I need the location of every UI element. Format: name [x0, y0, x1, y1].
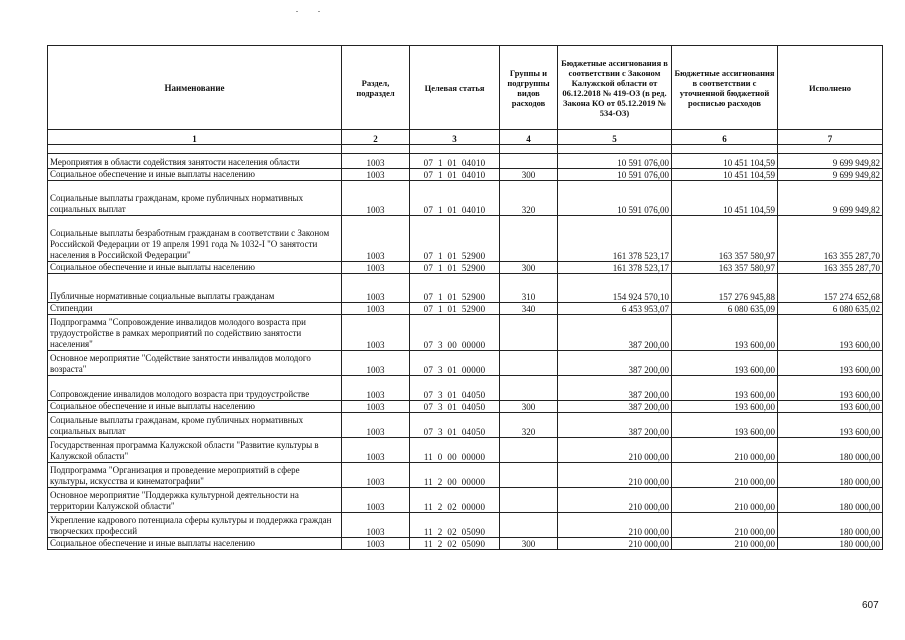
table-row: [48, 262, 883, 274]
row-law-allocation: 387 200,00: [558, 401, 672, 413]
header-updated-allocation: Бюджетные ассигнования в соответствии с уточненной бюджетной росписью расходов: [672, 46, 778, 130]
row-target-article: 11 2 02 00000: [410, 488, 500, 513]
row-target-article: 07 3 01 04050: [410, 376, 500, 401]
table-row: [48, 513, 883, 538]
row-target-article: 11 2 00 00000: [410, 463, 500, 488]
row-law-allocation: 210 000,00: [558, 488, 672, 513]
row-updated-allocation: 210 000,00: [672, 463, 778, 488]
scan-speck: [296, 11, 298, 12]
row-expense-group: [500, 488, 558, 513]
budget-execution-table: [47, 45, 883, 550]
row-updated-allocation: 210 000,00: [672, 513, 778, 538]
row-expense-group: [500, 376, 558, 401]
row-name: Подпрограмма "Организация и проведение мероприятий в сфере культуры, искусства и кинематографии": [48, 463, 342, 488]
row-name: Социальные выплаты гражданам, кроме публичных нормативных социальных выплат: [48, 181, 342, 216]
row-updated-allocation: 163 357 580,97: [672, 216, 778, 262]
row-law-allocation: 210 000,00: [558, 538, 672, 550]
row-expense-group: [500, 216, 558, 262]
header-target-article: Целевая статья: [410, 46, 500, 130]
row-name: Социальные выплаты безработным гражданам в соответствии с Законом Российской Федерации от 19 апреля 1991 года № 1032-I "О занятости населения в Российской Федерации": [48, 216, 342, 262]
row-executed: 193 600,00: [778, 401, 883, 413]
row-name: Укрепление кадрового потенциала сферы культуры и поддержка граждан творческих профессий: [48, 513, 342, 538]
row-target-article: 07 3 01 04050: [410, 401, 500, 413]
row-section: 1003: [342, 513, 410, 538]
row-law-allocation: 154 924 570,10: [558, 274, 672, 303]
table-body: [48, 154, 883, 550]
row-executed: 163 355 287,70: [778, 216, 883, 262]
row-section: 1003: [342, 154, 410, 169]
table-row: [48, 216, 883, 262]
table-row: [48, 488, 883, 513]
row-executed: 180 000,00: [778, 438, 883, 463]
page-number: 607: [862, 600, 879, 611]
row-updated-allocation: 157 276 945,88: [672, 274, 778, 303]
row-section: 1003: [342, 274, 410, 303]
row-law-allocation: 210 000,00: [558, 438, 672, 463]
row-law-allocation: 161 378 523,17: [558, 216, 672, 262]
row-section: 1003: [342, 181, 410, 216]
row-executed: 180 000,00: [778, 538, 883, 550]
row-expense-group: 340: [500, 303, 558, 315]
row-target-article: 07 1 01 52900: [410, 274, 500, 303]
row-target-article: 07 3 01 00000: [410, 351, 500, 376]
row-executed: 180 000,00: [778, 513, 883, 538]
row-expense-group: [500, 154, 558, 169]
row-expense-group: 310: [500, 274, 558, 303]
row-expense-group: [500, 463, 558, 488]
row-name: Подпрограмма "Сопровождение инвалидов молодого возраста при трудоустройстве в рамках мероприятий по содействию занятости населения": [48, 315, 342, 351]
row-executed: 6 080 635,02: [778, 303, 883, 315]
header-section: Раздел, подраздел: [342, 46, 410, 130]
row-expense-group: [500, 351, 558, 376]
row-updated-allocation: 193 600,00: [672, 351, 778, 376]
row-section: 1003: [342, 216, 410, 262]
row-target-article: 07 1 01 52900: [410, 303, 500, 315]
table-row: [48, 274, 883, 303]
row-name: Социальное обеспечение и иные выплаты населению: [48, 169, 342, 181]
row-executed: 193 600,00: [778, 413, 883, 438]
row-law-allocation: 210 000,00: [558, 463, 672, 488]
row-updated-allocation: 10 451 104,59: [672, 181, 778, 216]
row-name: Социальные выплаты гражданам, кроме публичных нормативных социальных выплат: [48, 413, 342, 438]
row-executed: 9 699 949,82: [778, 181, 883, 216]
row-expense-group: 300: [500, 262, 558, 274]
row-section: 1003: [342, 401, 410, 413]
column-number: 2: [342, 130, 410, 145]
spacer-row: [48, 145, 883, 154]
row-expense-group: 320: [500, 181, 558, 216]
row-executed: 157 274 652,68: [778, 274, 883, 303]
row-section: 1003: [342, 538, 410, 550]
table-row: [48, 463, 883, 488]
row-name: Стипендии: [48, 303, 342, 315]
table-row: [48, 303, 883, 315]
row-target-article: 11 2 02 05090: [410, 538, 500, 550]
row-updated-allocation: 10 451 104,59: [672, 169, 778, 181]
row-section: 1003: [342, 488, 410, 513]
table-row: [48, 154, 883, 169]
row-updated-allocation: 193 600,00: [672, 401, 778, 413]
row-law-allocation: 387 200,00: [558, 315, 672, 351]
row-updated-allocation: 10 451 104,59: [672, 154, 778, 169]
scan-speck: [318, 11, 320, 12]
table-row: [48, 401, 883, 413]
row-name: Социальное обеспечение и иные выплаты населению: [48, 401, 342, 413]
row-law-allocation: 10 591 076,00: [558, 169, 672, 181]
row-updated-allocation: 193 600,00: [672, 413, 778, 438]
row-target-article: 07 1 01 04010: [410, 181, 500, 216]
row-name: Публичные нормативные социальные выплаты гражданам: [48, 274, 342, 303]
row-section: 1003: [342, 303, 410, 315]
row-target-article: 11 2 02 05090: [410, 513, 500, 538]
row-expense-group: [500, 438, 558, 463]
row-executed: 193 600,00: [778, 351, 883, 376]
row-name: Государственная программа Калужской области "Развитие культуры в Калужской области": [48, 438, 342, 463]
row-expense-group: 320: [500, 413, 558, 438]
row-expense-group: 300: [500, 538, 558, 550]
row-section: 1003: [342, 169, 410, 181]
row-name: Сопровождение инвалидов молодого возраста при трудоустройстве: [48, 376, 342, 401]
row-updated-allocation: 210 000,00: [672, 488, 778, 513]
table-row: [48, 169, 883, 181]
row-updated-allocation: 210 000,00: [672, 538, 778, 550]
row-law-allocation: 387 200,00: [558, 351, 672, 376]
column-number: 3: [410, 130, 500, 145]
row-executed: 9 699 949,82: [778, 169, 883, 181]
row-expense-group: [500, 315, 558, 351]
row-executed: 163 355 287,70: [778, 262, 883, 274]
row-expense-group: [500, 513, 558, 538]
row-expense-group: 300: [500, 169, 558, 181]
table-row: [48, 351, 883, 376]
row-section: 1003: [342, 438, 410, 463]
column-number: 6: [672, 130, 778, 145]
row-law-allocation: 10 591 076,00: [558, 154, 672, 169]
row-target-article: 07 1 01 52900: [410, 262, 500, 274]
table-row: [48, 181, 883, 216]
row-updated-allocation: 210 000,00: [672, 438, 778, 463]
row-target-article: 07 3 00 00000: [410, 315, 500, 351]
header-name: Наименование: [48, 46, 342, 130]
column-number: 4: [500, 130, 558, 145]
table-row: [48, 315, 883, 351]
column-number: 1: [48, 130, 342, 145]
row-section: 1003: [342, 463, 410, 488]
row-section: 1003: [342, 262, 410, 274]
row-expense-group: 300: [500, 401, 558, 413]
table-row: [48, 438, 883, 463]
row-updated-allocation: 193 600,00: [672, 315, 778, 351]
column-number: 7: [778, 130, 883, 145]
row-name: Мероприятия в области содействия занятости населения области: [48, 154, 342, 169]
row-law-allocation: 10 591 076,00: [558, 181, 672, 216]
row-name: Основное мероприятие "Поддержка культурной деятельности на территории Калужской области": [48, 488, 342, 513]
row-executed: 193 600,00: [778, 315, 883, 351]
row-law-allocation: 161 378 523,17: [558, 262, 672, 274]
table-row: [48, 413, 883, 438]
row-law-allocation: 387 200,00: [558, 376, 672, 401]
row-name: Основное мероприятие "Содействие занятости инвалидов молодого возраста": [48, 351, 342, 376]
row-updated-allocation: 6 080 635,09: [672, 303, 778, 315]
row-name: Социальное обеспечение и иные выплаты населению: [48, 262, 342, 274]
row-name: Социальное обеспечение и иные выплаты населению: [48, 538, 342, 550]
row-target-article: 07 1 01 52900: [410, 216, 500, 262]
row-section: 1003: [342, 376, 410, 401]
row-target-article: 11 0 00 00000: [410, 438, 500, 463]
row-section: 1003: [342, 351, 410, 376]
row-law-allocation: 6 453 953,07: [558, 303, 672, 315]
row-executed: 180 000,00: [778, 463, 883, 488]
row-target-article: 07 1 01 04010: [410, 154, 500, 169]
row-executed: 193 600,00: [778, 376, 883, 401]
header-law-allocation: Бюджетные ассигнования в соответствии с Законом Калужской области от 06.12.2018 № 419-ОЗ (в ред. Закона КО от 05.12.2019 № 534-ОЗ): [558, 46, 672, 130]
table-row: [48, 538, 883, 550]
row-target-article: 07 3 01 04050: [410, 413, 500, 438]
row-section: 1003: [342, 413, 410, 438]
header-expense-group: Группы и подгруппы видов расходов: [500, 46, 558, 130]
row-law-allocation: 387 200,00: [558, 413, 672, 438]
row-target-article: 07 1 01 04010: [410, 169, 500, 181]
row-law-allocation: 210 000,00: [558, 513, 672, 538]
row-executed: 180 000,00: [778, 488, 883, 513]
column-number: 5: [558, 130, 672, 145]
table-row: [48, 376, 883, 401]
row-section: 1003: [342, 315, 410, 351]
row-executed: 9 699 949,82: [778, 154, 883, 169]
row-updated-allocation: 193 600,00: [672, 376, 778, 401]
header-executed: Исполнено: [778, 46, 883, 130]
row-updated-allocation: 163 357 580,97: [672, 262, 778, 274]
column-number-row: [48, 130, 883, 145]
